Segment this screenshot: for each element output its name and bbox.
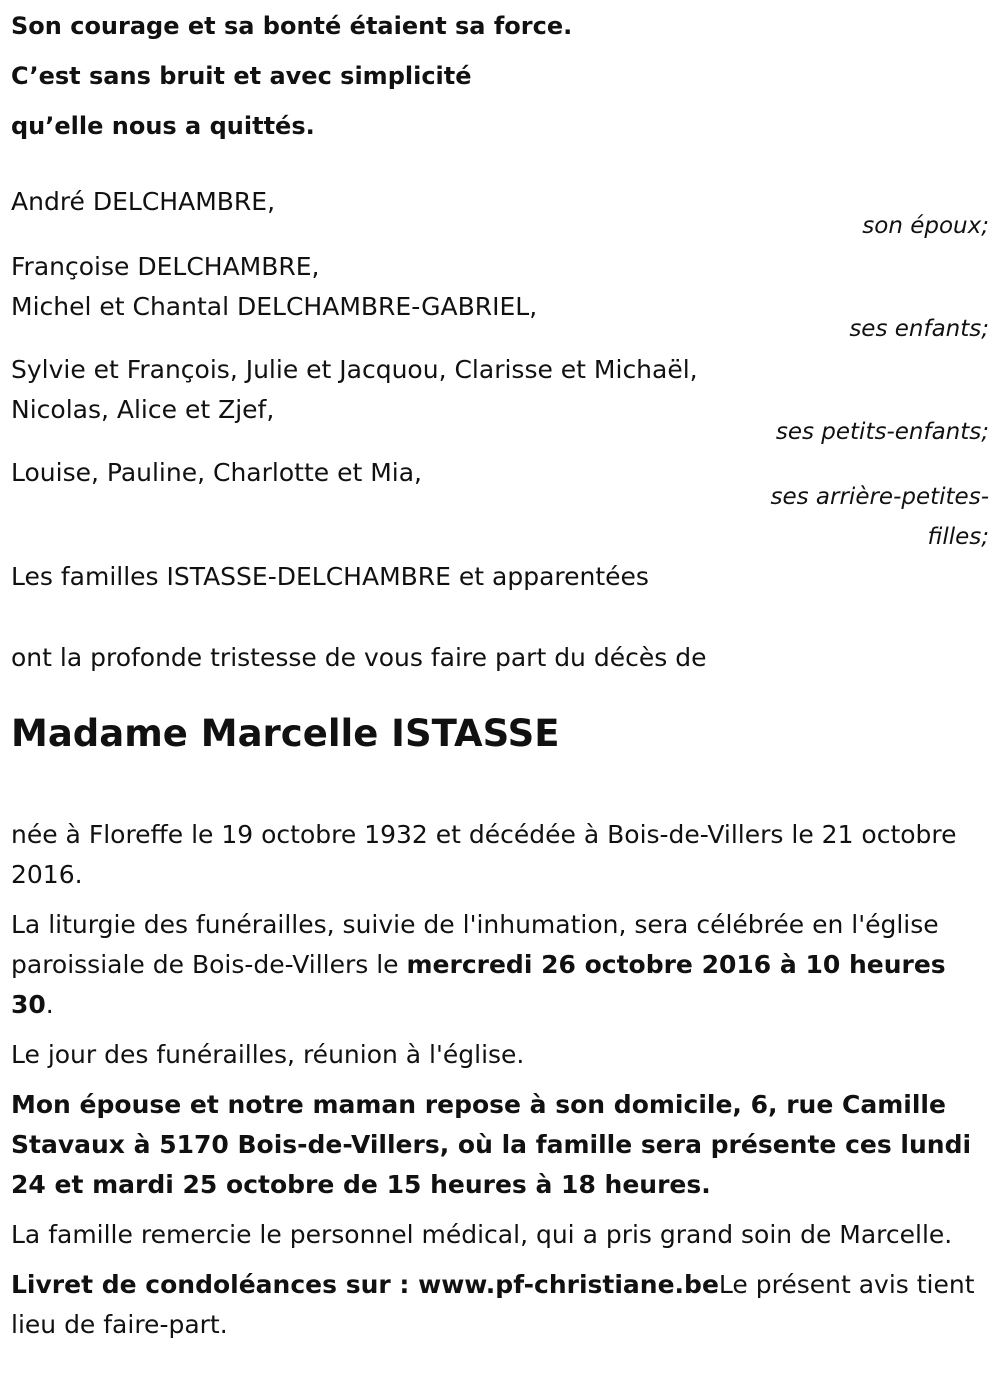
children-relation: ses enfants; bbox=[849, 316, 989, 342]
great-grandchildren-relation-1: ses arrière-petites- bbox=[770, 484, 989, 510]
meeting-info: Le jour des funérailles, réunion à l'église. bbox=[11, 1040, 525, 1069]
birth-death-info: née à Floreffe le 19 octobre 1932 et décédée à Bois-de-Villers le 21 octobre 2016. bbox=[11, 820, 957, 889]
obituary-notice bbox=[11, 0, 989, 1355]
liturgy-info bbox=[11, 905, 989, 1025]
child-name: Michel et Chantal DELCHAMBRE-GABRIEL, bbox=[11, 292, 538, 321]
rest-place-info: Mon épouse et notre maman repose à son domicile, 6, rue Camille Stavaux à 5170 Bois-de-Villers, où la famille sera présente ces lundi 24 et mardi 25 octobre de 15 heures à 18 heures. bbox=[11, 1090, 972, 1199]
children-block bbox=[11, 247, 989, 349]
spouse-block bbox=[11, 182, 989, 246]
liturgy-intro: La liturgie des funérailles, suivie de l'inhumation, sera célébrée en l'église paroissiale de Bois-de-Villers le bbox=[11, 910, 939, 979]
great-grandchildren-relation-2: filles; bbox=[927, 524, 989, 550]
grandchild-name: Nicolas, Alice et Zjef, bbox=[11, 395, 275, 424]
epitaph-line-1: Son courage et sa bonté étaient sa force. bbox=[11, 12, 573, 40]
child-name: Françoise DELCHAMBRE, bbox=[11, 252, 320, 281]
liturgy-date: mercredi 26 octobre 2016 à 10 heures 30 bbox=[11, 950, 946, 1019]
epitaph-line-3: qu’elle nous a quittés. bbox=[11, 112, 315, 140]
family-list bbox=[11, 182, 989, 597]
spouse-name: André DELCHAMBRE, bbox=[11, 187, 276, 216]
epitaph bbox=[11, 1, 989, 151]
liturgy-end: . bbox=[45, 990, 54, 1019]
grandchildren-block bbox=[11, 350, 989, 452]
notice-text: Le présent avis tient lieu de faire-part. bbox=[11, 1270, 975, 1339]
great-grandchildren-block bbox=[11, 453, 989, 557]
spouse-relation: son époux; bbox=[862, 213, 989, 239]
condolences-link[interactable]: Livret de condoléances sur : www.pf-christiane.be bbox=[11, 1270, 719, 1299]
great-grandchild-name: Louise, Pauline, Charlotte et Mia, bbox=[11, 458, 422, 487]
thanks-text: La famille remercie le personnel médical, qui a pris grand soin de Marcelle. bbox=[11, 1220, 953, 1249]
grandchild-name: Sylvie et François, Julie et Jacquou, Clarisse et Michaël, bbox=[11, 355, 698, 384]
related-families: Les familles ISTASSE-DELCHAMBRE et apparentées bbox=[11, 562, 649, 591]
deceased-name: Madame Marcelle ISTASSE bbox=[11, 712, 560, 755]
grandchildren-relation: ses petits-enfants; bbox=[775, 419, 989, 445]
condolences-info bbox=[11, 1265, 989, 1345]
announcement-text: ont la profonde tristesse de vous faire part du décès de bbox=[11, 643, 707, 672]
epitaph-line-2: C’est sans bruit et avec simplicité bbox=[11, 62, 472, 90]
